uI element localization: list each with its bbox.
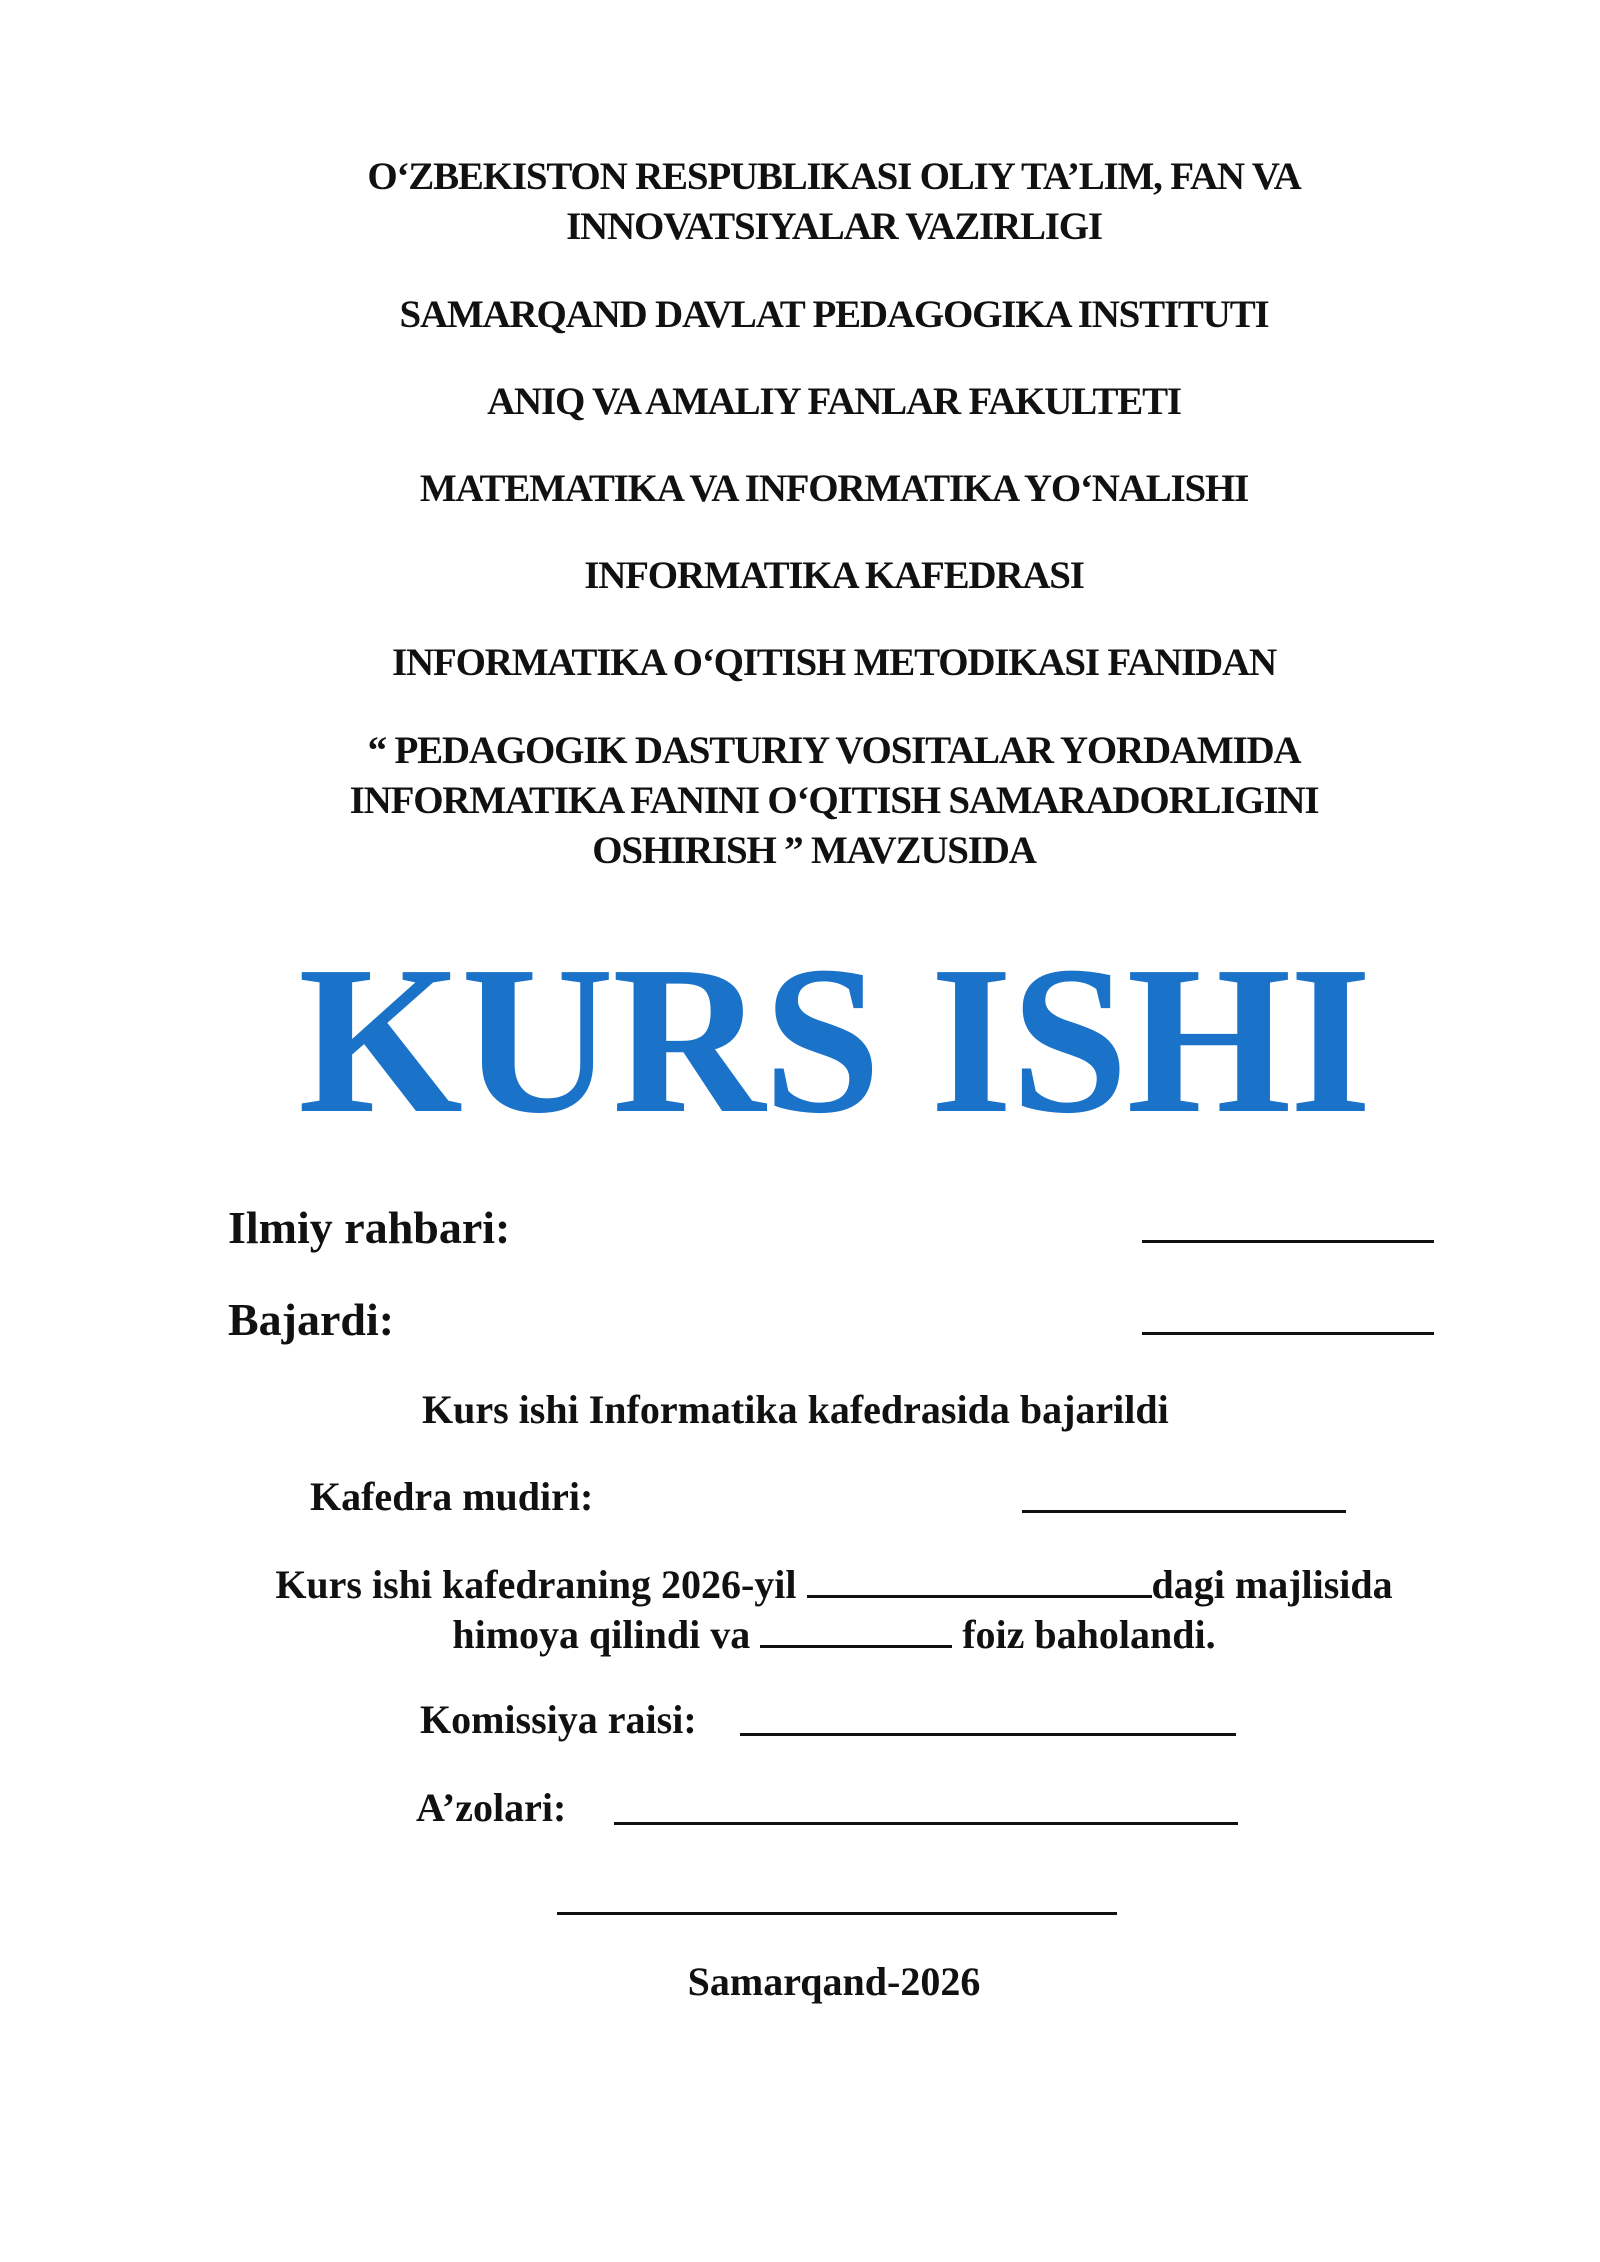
ministry-heading [0, 152, 1600, 252]
direction-heading [0, 464, 1600, 514]
institute-heading [0, 290, 1600, 340]
department-heading [0, 551, 1600, 601]
completed-note: Kurs ishi Informatika kafedrasida bajarildi [422, 1387, 1169, 1432]
defense-text-1: Kurs ishi kafedraning 2026-yil [275, 1562, 807, 1607]
ministry-line-1: O‘ZBEKISTON RESPUBLIKASI OLIY TA’LIM, FAN VA [367, 155, 1301, 198]
defense-text-4: foiz baholandi. [952, 1612, 1216, 1657]
faculty-heading [0, 377, 1600, 427]
defense-line-1 [0, 1559, 1600, 1611]
topic-line-2: INFORMATIKA FANINI O‘QITISH SAMARADORLIGINI [349, 779, 1319, 822]
ministry-line-2: INNOVATSIYALAR VAZIRLIGI [566, 205, 1102, 248]
commission-chair-line [740, 1733, 1236, 1736]
commission-chair-label: Komissiya raisi: [420, 1697, 697, 1742]
date-blank [807, 1561, 1152, 1598]
defense-text-3: himoya qilindi va [452, 1612, 761, 1657]
score-blank [760, 1611, 952, 1648]
members-line-1 [614, 1822, 1238, 1825]
defense-text-2: dagi majlisida [1151, 1562, 1393, 1607]
defense-line-2 [0, 1609, 1600, 1661]
department-name: INFORMATIKA KAFEDRASI [584, 554, 1084, 597]
members-label: A’zolari: [416, 1785, 567, 1830]
subject-heading [0, 638, 1600, 688]
supervisor-label: Ilmiy rahbari: [228, 1202, 511, 1253]
head-of-department-label: Kafedra mudiri: [310, 1474, 594, 1519]
head-signature-line [1022, 1510, 1346, 1513]
subject-name: INFORMATIKA O‘QITISH METODIKASI FANIDAN [392, 641, 1276, 684]
topic-heading [0, 726, 1600, 876]
direction-name: MATEMATIKA VA INFORMATIKA YO‘NALISHI [419, 467, 1249, 510]
city-year: Samarqand-2026 [687, 1959, 981, 2004]
supervisor-signature-line [1142, 1240, 1434, 1243]
document-title: KURS ISHI [298, 922, 1370, 1157]
performer-label: Bajardi: [228, 1294, 395, 1345]
faculty-name: ANIQ VA AMALIY FANLAR FAKULTETI [487, 380, 1181, 423]
topic-line-3: OSHIRISH ” MAVZUSIDA [592, 829, 1036, 872]
institute-name: SAMARQAND DAVLAT PEDAGOGIKA INSTITUTI [399, 293, 1269, 336]
members-line-2 [557, 1912, 1117, 1915]
performer-signature-line [1142, 1332, 1434, 1335]
topic-line-1: “ PEDAGOGIK DASTURIY VOSITALAR YORDAMIDA [367, 729, 1301, 772]
